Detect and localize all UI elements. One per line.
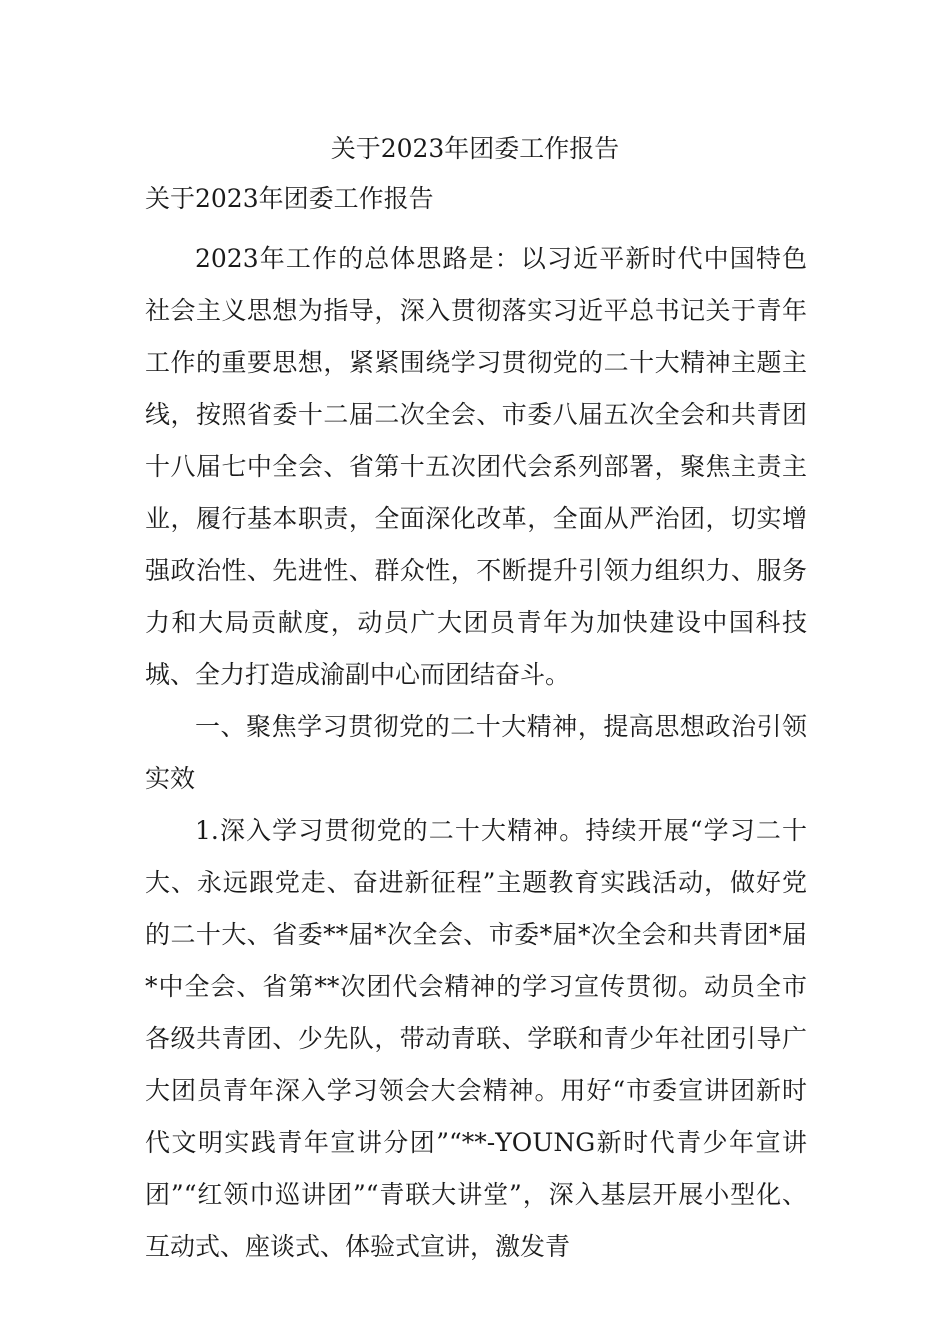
section-heading-1: 一、聚焦学习贯彻党的二十大精神，提高思想政治引领实效 (145, 712, 807, 793)
document-subtitle: 关于2023年团委工作报告 (145, 184, 434, 213)
paragraph-overview: 2023年工作的总体思路是：以习近平新时代中国特色社会主义思想为指导，深入贯彻落实习近平总书记关于青年工作的重要思想，紧紧围绕学习贯彻党的二十大精神主题主线，按照省委十二届二次全会、市委八届五次全会和共青团十八届七中全会、省第十五次团代会系列部署，聚焦主责主业，履行基本职责，全面深化改革，全面从严治团，切实增强政治性、先进性、群众性，不断提升引领力组织力、服务力和大局贡献度，动员广大团员青年为加快建设中国科技城、全力打造成渝副中心而团结奋斗。 (145, 244, 807, 689)
document-title: 关于2023年团委工作报告 (330, 134, 620, 163)
document-body (145, 181, 807, 1273)
paragraph-item-1: 1.深入学习贯彻党的二十大精神。持续开展“学习二十大、永远跟党走、奋进新征程”主题教育实践活动，做好党的二十大、省委**届*次全会、市委*届*次全会和共青团*届*中全会、省第**次团代会精神的学习宣传贯彻。动员全市各级共青团、少先队，带动青联、学联和青少年社团引导广大团员青年深入学习领会大会精神。用好“市委宣讲团新时代文明实践青年宣讲分团”“**-YOUNG新时代青少年宣讲团”“红领巾巡讲团”“青联大讲堂”，深入基层开展小型化、互动式、座谈式、体验式宣讲，激发青 (145, 816, 807, 1261)
